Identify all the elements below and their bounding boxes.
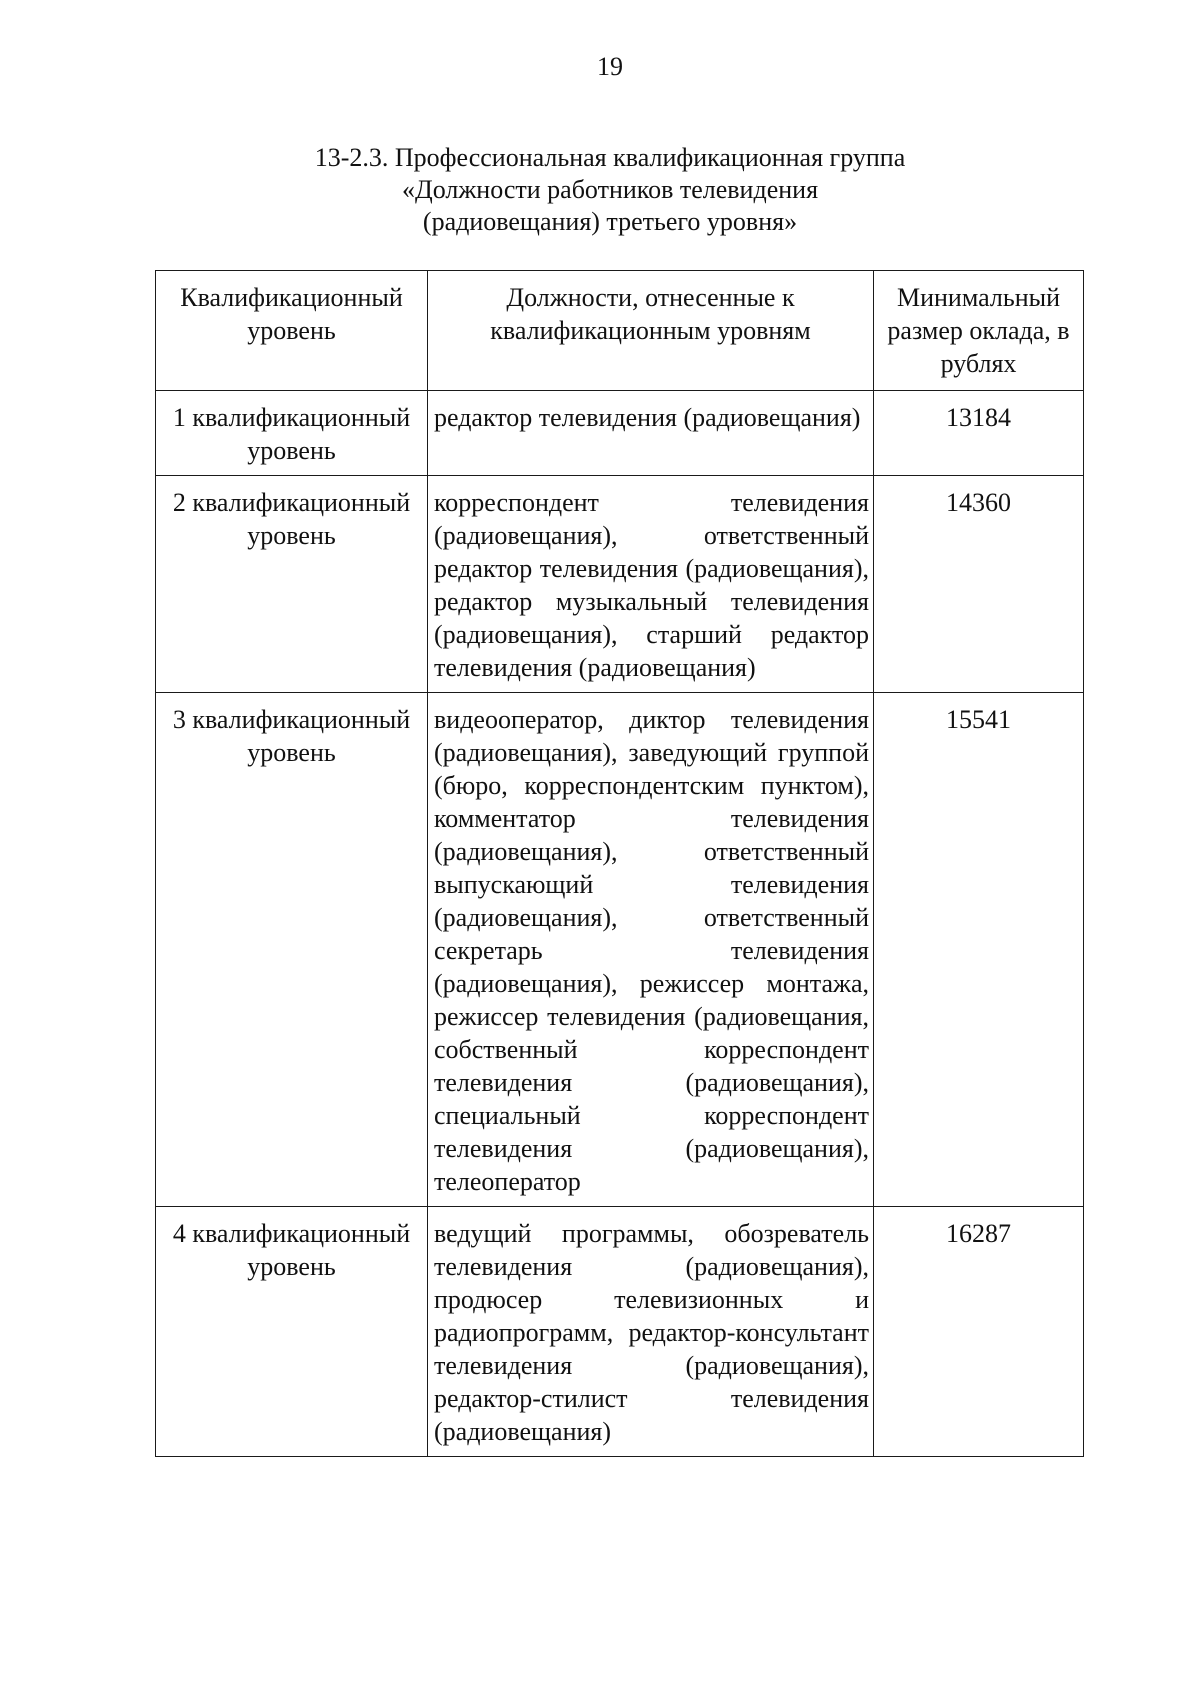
section-heading [0,142,1200,238]
heading-line-2: «Должности работников телевидения [401,175,819,204]
level-label-suffix: уровень [247,521,336,550]
salary-cell: 14360 [874,476,1084,693]
level-label: 3 квалификационный [172,705,411,734]
level-label-suffix: уровень [247,1252,336,1281]
level-label-suffix: уровень [247,436,336,465]
page-number: 19 [597,52,623,81]
level-cell [156,476,428,693]
header-level: Квалификационный уровень [156,271,428,391]
table-row [156,391,1084,476]
table-row [156,476,1084,693]
table-row [156,1207,1084,1457]
positions-cell: редактор телевидения (радиовещания) [428,391,874,476]
header-salary: Минимальный размер оклада, в рублях [874,271,1084,391]
level-label-suffix: уровень [247,738,336,767]
positions-cell: видеооператор, диктор телевидения (радиовещания), заведующий группой (бюро, корреспондентским пунктом), комментатор телевидения (радиовещания), ответственный выпускающий телевидения (радиовещания), ответственный секретарь телевидения (радиовещания), режиссер монтажа, режиссер телевидения (радиовещания, собственный корреспондент телевидения (радиовещания), специальный корреспондент телевидения (радиовещания), телеоператор [428,693,874,1207]
table-header-row [156,271,1084,391]
level-cell [156,1207,428,1457]
salary-cell: 16287 [874,1207,1084,1457]
positions-cell: корреспондент телевидения (радиовещания), ответственный редактор телевидения (радиовещания), редактор музыкальный телевидения (радиовещания), старший редактор телевидения (радиовещания) [428,476,874,693]
table-row [156,693,1084,1207]
salary-cell: 15541 [874,693,1084,1207]
heading-line-3: (радиовещания) третьего уровня» [422,207,798,236]
level-label: 4 квалификационный [172,1219,411,1248]
salary-cell: 13184 [874,391,1084,476]
level-cell [156,391,428,476]
level-label: 1 квалификационный [172,403,411,432]
level-cell [156,693,428,1207]
level-label: 2 квалификационный [172,488,411,517]
header-positions: Должности, отнесенные к квалификационным уровням [428,271,874,391]
qualification-table [155,270,1084,1457]
positions-cell: ведущий программы, обозреватель телевидения (радиовещания), продюсер телевизионных и радиопрограмм, редактор-консультант телевидения (радиовещания), редактор-стилист телевидения (радиовещания) [428,1207,874,1457]
heading-line-1: 13-2.3. Профессиональная квалификационная группа [314,143,906,172]
